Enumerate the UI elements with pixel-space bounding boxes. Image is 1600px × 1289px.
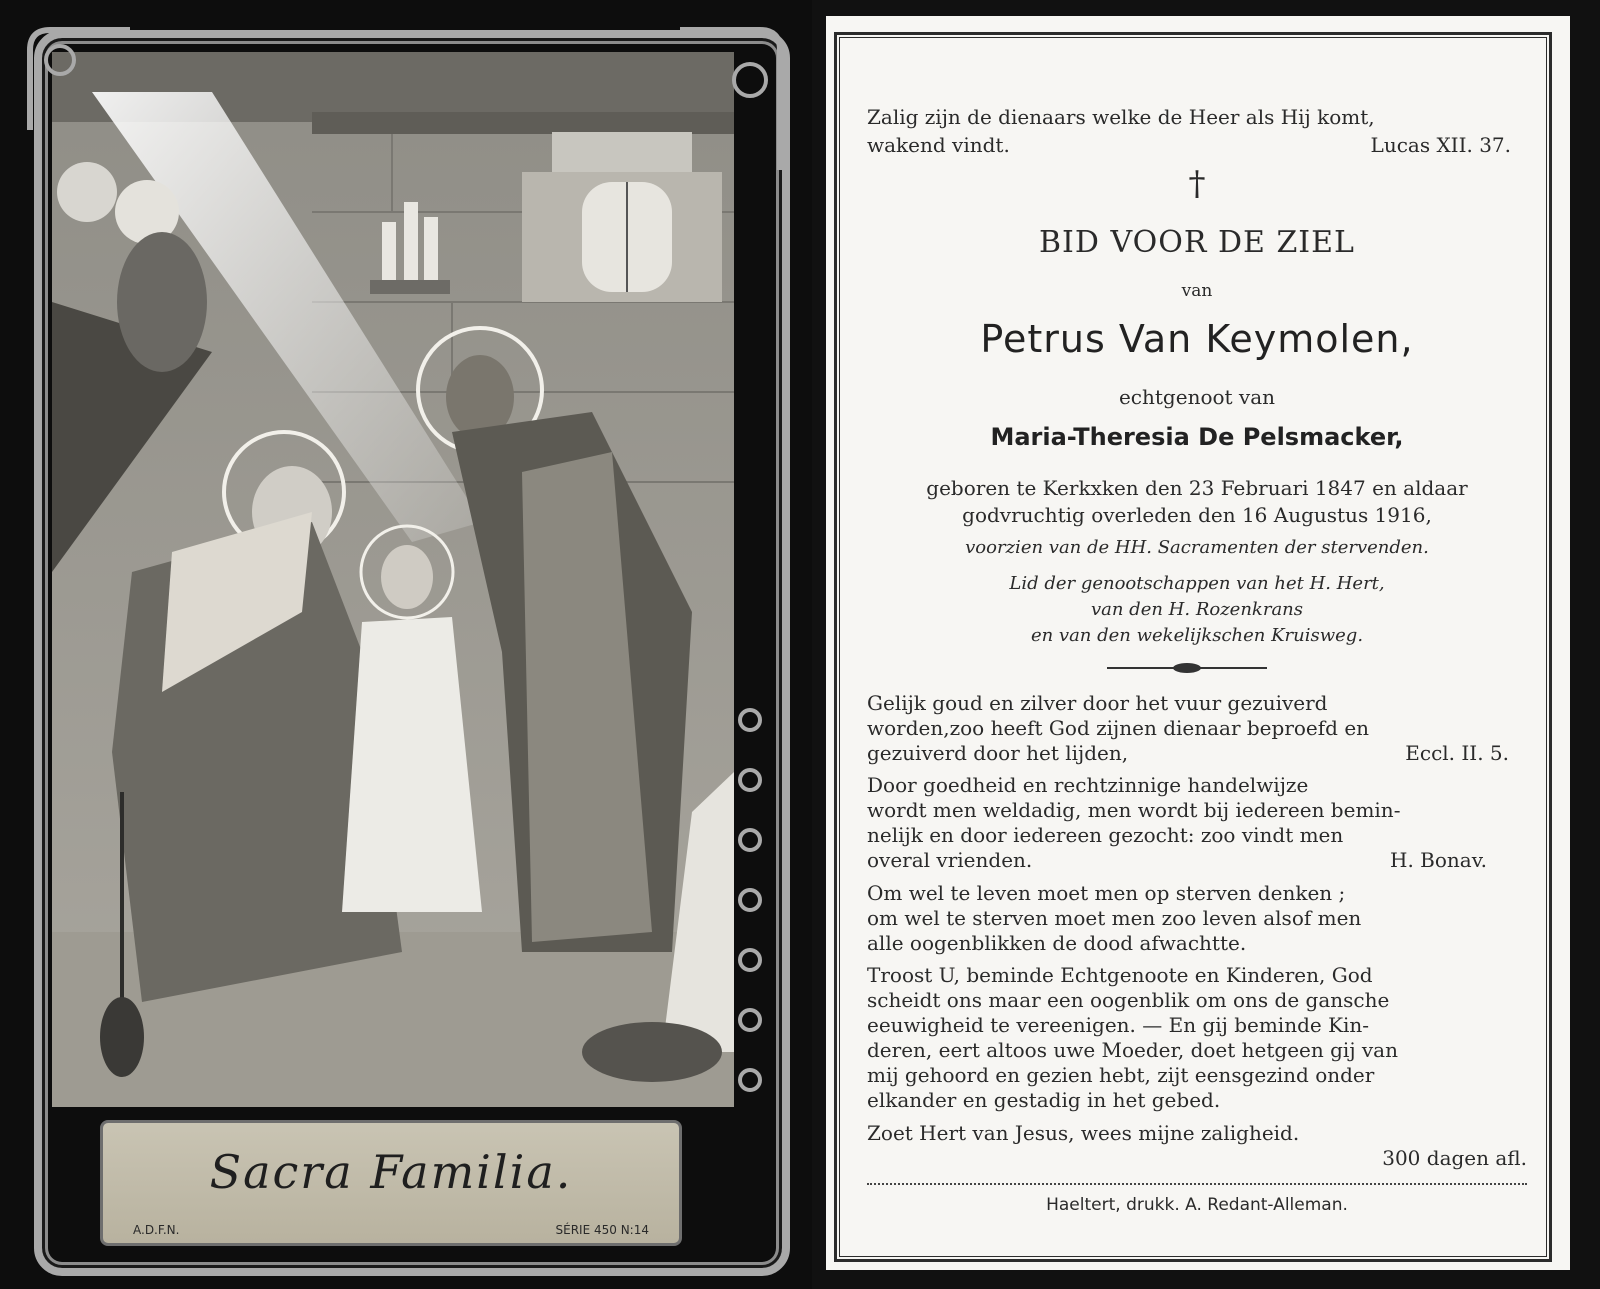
text-border [834, 32, 1552, 1262]
paragraph-2-line-4 [867, 848, 1527, 873]
caption-publisher: A.D.F.N. [133, 1223, 180, 1237]
top-left-ornament [20, 20, 140, 140]
paragraph-2-reference: H. Bonav. [1390, 848, 1487, 872]
top-right-ornament [670, 20, 790, 180]
paragraph-1-line-3 [867, 741, 1527, 766]
printer-imprint: Haeltert, drukk. A. Redant-Alleman. [1046, 1195, 1348, 1215]
paragraph-5-line-1: Zoet Hert van Jesus, wees mijne zaligheid. [867, 1121, 1300, 1145]
sacraments-line: voorzien van de HH. Sacramenten der stervenden. [965, 537, 1429, 558]
epigraph-line-2 [867, 131, 1527, 159]
epigraph-text: wakend vindt. [867, 133, 1010, 157]
paragraph-3-line-2: om wel te sterven moet men zoo leven alsof men [867, 906, 1362, 930]
paragraph-1-reference: Eccl. II. 5. [1405, 741, 1509, 765]
spouse-name: Maria-Theresia De Pelsmacker, [990, 423, 1404, 451]
membership-line-1: Lid der genootschappen van het H. Hert, [1009, 573, 1385, 594]
epigraph-reference: Lucas XII. 37. [1370, 133, 1511, 157]
right-side-ornament [726, 690, 776, 1150]
paragraph-4-line-1: Troost U, beminde Echtgenoote en Kinderen, God [867, 963, 1373, 987]
membership-line-3: en van den wekelijkschen Kruisweg. [1030, 625, 1364, 646]
holy-family-image [52, 52, 734, 1107]
paragraph-2-line-3: nelijk en door iedereen gezocht: zoo vindt men [867, 823, 1344, 847]
paragraph-2-line-1: Door goedheid en rechtzinnige handelwijze [867, 773, 1309, 797]
paragraph-3-line-3: alle oogenblikken de dood afwachtte. [867, 931, 1247, 955]
caption-plate [100, 1120, 682, 1246]
paragraph-4-line-2: scheidt ons maar een oogenblik om ons de gansche [867, 988, 1390, 1012]
caption-series: SÉRIE 450 N:14 [555, 1223, 649, 1237]
van-text: van [1181, 281, 1213, 301]
paragraph-2-text: overal vrienden. [867, 848, 1033, 872]
epigraph-line-1: Zalig zijn de dienaars welke de Heer als Hij komt, [867, 105, 1375, 129]
birth-line-1: geboren te Kerkxken den 23 Februari 1847 en aldaar [926, 476, 1468, 500]
paragraph-3-line-1: Om wel te leven moet men op sterven denken ; [867, 881, 1346, 905]
divider-ornament-icon [1107, 661, 1267, 675]
paragraph-4-line-4: deren, eert altoos uwe Moeder, doet hetgeen gij van [867, 1038, 1398, 1062]
paragraph-1-line-1: Gelijk goud en zilver door het vuur gezuiverd [867, 691, 1328, 715]
paragraph-4-line-6: elkander en gestadig in het gebed. [867, 1088, 1221, 1112]
text-sheet [826, 16, 1570, 1270]
spouse-intro: echtgenoot van [1118, 385, 1276, 409]
paragraph-1-line-2: worden,zoo heeft God zijnen dienaar beproefd en [867, 716, 1370, 740]
cross-icon: † [1188, 164, 1206, 204]
caption-title: Sacra Familia. [209, 1145, 573, 1199]
indulgence-line: 300 dagen afl. [1382, 1146, 1527, 1170]
membership-line-2: van den H. Rozenkrans [1090, 599, 1304, 620]
paragraph-4-line-3: eeuwigheid te vereenigen. — En gij beminde Kin- [867, 1013, 1370, 1037]
prayer-heading: BID VOOR DE ZIEL [1039, 225, 1355, 260]
deceased-name: Petrus Van Keymolen, [980, 317, 1414, 361]
dotted-divider [867, 1183, 1527, 1185]
holy-family-illustration [52, 52, 734, 1107]
text-card [812, 0, 1600, 1289]
paragraph-4-line-5: mij gehoord en gezien hebt, zijt eensgezind onder [867, 1063, 1375, 1087]
paragraph-1-text: gezuiverd door het lijden, [867, 741, 1129, 765]
paragraph-2-line-2: wordt men weldadig, men wordt bij iedereen bemin- [867, 798, 1401, 822]
birth-line-2: godvruchtig overleden den 16 Augustus 1916, [962, 503, 1432, 527]
